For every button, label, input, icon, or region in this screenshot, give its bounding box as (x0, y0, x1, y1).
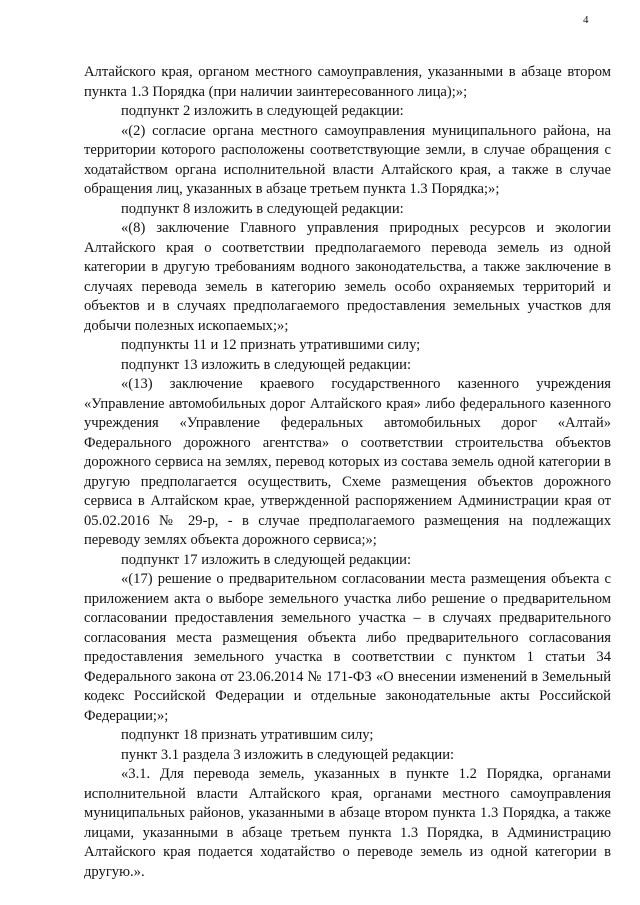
paragraph-continuation: Алтайского края, органом местного самоуправления, указанными в абзаце втором пункта 1.3 Порядка (при наличии заинтересованного лица);»; (84, 64, 611, 100)
paragraph-instruction-subitem-2: подпункт 2 изложить в следующей редакции: (121, 103, 404, 119)
paragraph-item-3-1-text: «3.1. Для перевода земель, указанных в пункте 1.2 Порядка, органами исполнительной власти Алтайского края, органами местного самоуправления муниципальных районов, указанными в абзаце втором пункта 1.3 Порядка, а также лицами, указанными в абзаце третьем пункта 1.3 Порядка, в Администрацию Алтайского края подается ходатайство о переводе земель из одной категории в другую.». (84, 766, 611, 880)
document-body (84, 63, 611, 882)
paragraph-subitem-17-text: «(17) решение о предварительном согласовании места размещения объекта с приложением акта о выборе земельного участка либо решение о предварительном согласовании предоставления земельного участка – в случаях предварительного согласования места размещения объекта либо предварительного согласования предоставления земельного участка в соответствии с пунктом 1 статьи 34 Федерального закона от 23.06.2014 № 171-ФЗ «О внесении изменений в Земельный кодекс Российской Федерации и отдельные законодательные акты Российской Федерации;»; (84, 571, 611, 724)
page-number: 4 (583, 14, 589, 26)
paragraph-instruction-subitem-13: подпункт 13 изложить в следующей редакции: (121, 356, 412, 373)
paragraph-instruction-subitem-17: подпункт 17 изложить в следующей редакции: (121, 551, 412, 568)
paragraph-instruction-item-3-1: пункт 3.1 раздела 3 изложить в следующей редакции: (121, 746, 455, 763)
paragraph-subitem-13-text: «(13) заключение краевого государственного казенного учреждения «Управление автомобильных дорог Алтайского края» либо федерального казенного учреждения «Управление федеральных автомобильных дорог «Алтай» Федерального дорожного агентства» о соответствии строительства объектов дорожного сервиса на землях, перевод которых из состава земель одной категории в другую предполагается осуществить, Схеме размещения объектов дорожного сервиса в Алтайском крае, утвержденной распоряжением Администрации края от 05.02.2016 № 29-р, - в случае предполагаемого размещения на подлежащих переводу землях объекта дорожного сервиса;»; (84, 376, 611, 548)
paragraph-subitems-11-12-repeal: подпункты 11 и 12 признать утратившими силу; (121, 337, 421, 353)
paragraph-subitem-2-text: «(2) согласие органа местного самоуправления муниципального района, на территории которого расположены соответствующие земли, в случае обращения с ходатайством органа исполнительной власти Алтайского края, а также в случае обращения лиц, указанных в абзаце третьем пункта 1.3 Порядка;»; (84, 122, 611, 197)
paragraph-subitem-18-repeal: подпункт 18 признать утратившим силу; (121, 727, 374, 743)
paragraph-subitem-8-text: «(8) заключение Главного управления природных ресурсов и экологии Алтайского края о соответствии предполагаемого перевода земель из одной категории в другую требованиям водного законодательства, а также заключение в случаях перевода земель в категорию земель особо охраняемых территорий и объектов и в случаях предполагаемого предоставления земельных участков для добычи полезных ископаемых;»; (84, 220, 611, 334)
paragraph-instruction-subitem-8: подпункт 8 изложить в следующей редакции: (121, 200, 404, 217)
